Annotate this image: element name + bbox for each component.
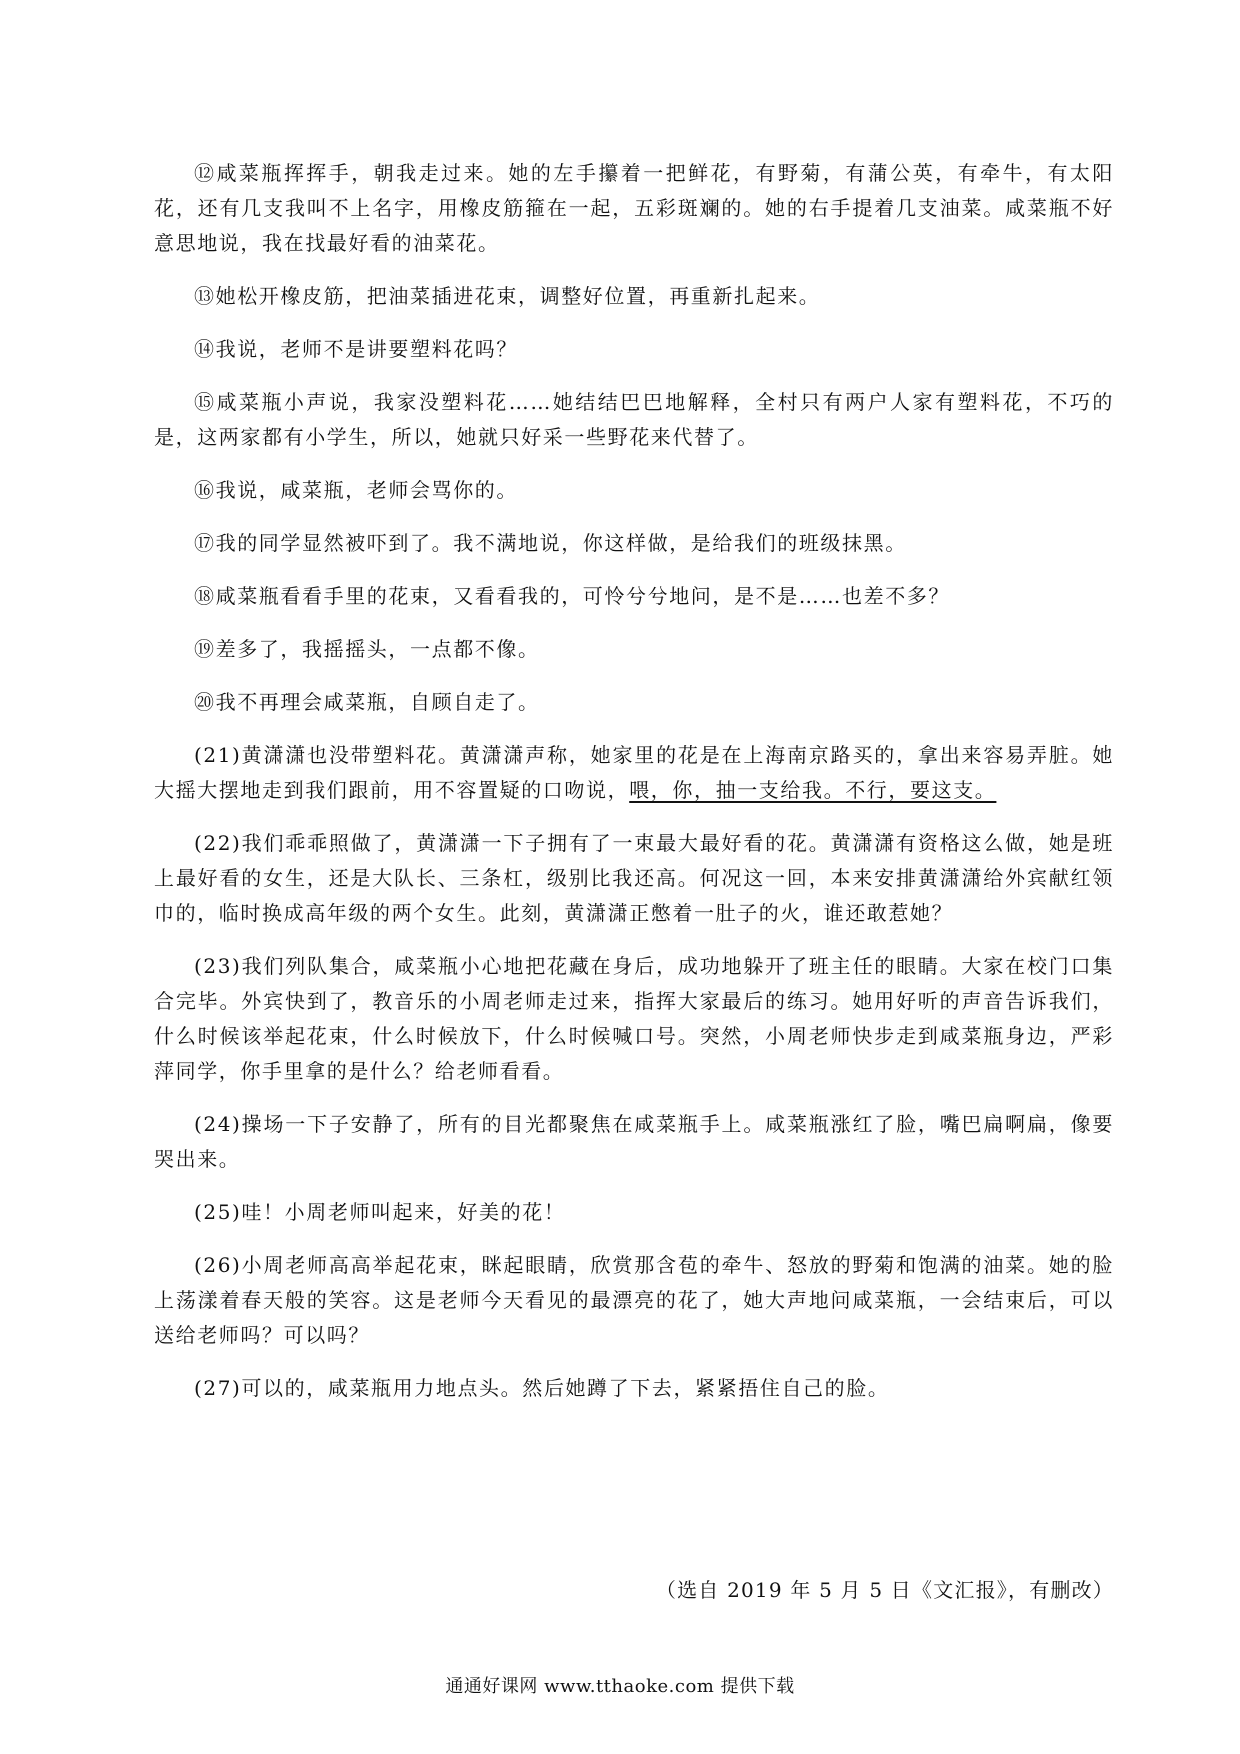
paragraph-27: (27)可以的，咸菜瓶用力地点头。然后她蹲了下去，紧紧捂住自己的脸。 [194,1376,890,1400]
underlined-quote: 喂，你，抽一支给我。不行，要这支。 [629,778,997,802]
paragraph-18: ⑱咸菜瓶看看手里的花束，又看看我的，可怜兮兮地问，是不是……也差不多？ [194,584,950,608]
paragraph-17: ⑰我的同学显然被吓到了。我不满地说，你这样做，是给我们的班级抹黑。 [194,531,907,555]
paragraph-23: (23)我们列队集合，咸菜瓶小心地把花藏在身后，成功地躲开了班主任的眼睛。大家在校门口集合完毕。外宾快到了，教音乐的小周老师走过来，指挥大家最后的练习。她用好听的声音告诉我们，什么时候该举起花束，什么时候放下，什么时候喊口号。突然，小周老师快步走到咸菜瓶身边，严彩萍同学，你手里拿的是什么？给老师看看。 [154,954,1114,1083]
paragraph-15: ⑮咸菜瓶小声说，我家没塑料花……她结结巴巴地解释，全村只有两户人家有塑料花，不巧的是，这两家都有小学生，所以，她就只好采一些野花来代替了。 [154,390,1114,449]
paragraph-21 [154,738,1114,808]
page-footer: 通通好课网 www.tthaoke.com 提供下载 [445,1676,795,1697]
paragraph-16: ⑯我说，咸菜瓶，老师会骂你的。 [194,478,518,502]
paragraph-19: ⑲差多了，我摇摇头，一点都不像。 [194,637,540,661]
paragraph-14: ⑭我说，老师不是讲要塑料花吗？ [194,337,518,361]
source-citation: （选自 2019 年 5 月 5 日《文汇报》，有删改） [655,1578,1114,1602]
paragraph-22: (22)我们乖乖照做了，黄潇潇一下子拥有了一束最大最好看的花。黄潇潇有资格这么做，她是班上最好看的女生，还是大队长、三条杠，级别比我还高。何况这一回，本来安排黄潇潇给外宾献红领巾的，临时换成高年级的两个女生。此刻，黄潇潇正憋着一肚子的火，谁还敢惹她？ [154,831,1114,925]
paragraph-12: ⑫咸菜瓶挥挥手，朝我走过来。她的左手攥着一把鲜花，有野菊，有蒲公英，有牵牛，有太阳花，还有几支我叫不上名字，用橡皮筋箍在一起，五彩斑斓的。她的右手提着几支油菜。咸菜瓶不好意思地说，我在找最好看的油菜花。 [154,161,1114,255]
article-body [154,156,1114,1424]
paragraph-25: (25)哇！小周老师叫起来，好美的花！ [194,1200,566,1224]
paragraph-26: (26)小周老师高高举起花束，眯起眼睛，欣赏那含苞的牵牛、怒放的野菊和饱满的油菜。她的脸上荡漾着春天般的笑容。这是老师今天看见的最漂亮的花了，她大声地问咸菜瓶，一会结束后，可以送给老师吗？可以吗？ [154,1253,1114,1347]
paragraph-13: ⑬她松开橡皮筋，把油菜插进花束，调整好位置，再重新扎起来。 [194,284,821,308]
paragraph-21-text: (21)黄潇潇也没带塑料花。黄潇潇声称，她家里的花是在上海南京路买的，拿出来容易弄脏。她大摇大摆地走到我们跟前，用不容置疑的口吻说， [154,743,1114,802]
paragraph-24: (24)操场一下子安静了，所有的目光都聚焦在咸菜瓶手上。咸菜瓶涨红了脸，嘴巴扁啊扁，像要哭出来。 [154,1112,1114,1171]
paragraph-20: ⑳我不再理会咸菜瓶，自顾自走了。 [194,690,540,714]
